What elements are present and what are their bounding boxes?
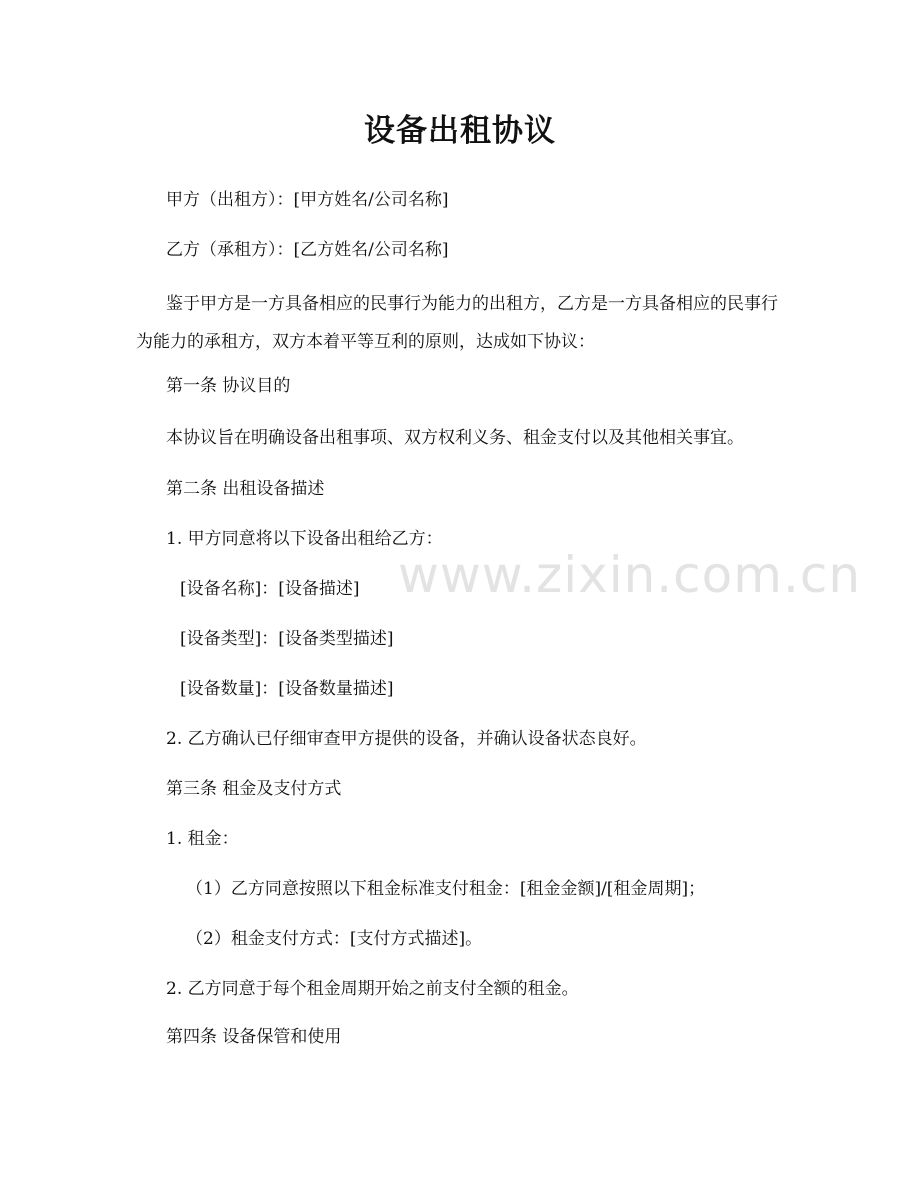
rent-subitem-2: （2）租金支付方式：[支付方式描述]。 [186,929,483,949]
article-1-body: 本协议旨在明确设备出租事项、双方权利义务、租金支付以及其他相关事宜。 [166,428,744,448]
watermark: www.zixin.com.cn [398,546,862,604]
rent-subitem-1: （1）乙方同意按照以下租金标准支付租金：[租金金额]/[租金周期]； [186,879,706,899]
equipment-type-line: [设备类型]：[设备类型描述] [180,629,394,649]
article-3-heading: 第三条 租金及支付方式 [166,779,342,799]
article-3-item-1: 1. 租金： [166,829,239,849]
article-3-item-2: 2. 乙方同意于每个租金周期开始之前支付全额的租金。 [166,979,579,999]
preamble-paragraph: 鉴于甲方是一方具备相应的民事行为能力的出租方，乙方是一方具备相应的民事行为能力的承租方，双方本着平等互利的原则，达成如下协议： [136,294,778,352]
article-2-item-1: 1. 甲方同意将以下设备出租给乙方： [166,529,443,549]
article-2-item-2: 2. 乙方确认已仔细审查甲方提供的设备，并确认设备状态良好。 [166,729,647,749]
article-4-heading: 第四条 设备保管和使用 [166,1027,342,1047]
equipment-name-line: [设备名称]：[设备描述] [180,579,360,599]
party-a-line: 甲方（出租方）：[甲方姓名/公司名称] [166,190,449,210]
equipment-quantity-line: [设备数量]：[设备数量描述] [180,679,394,699]
article-2-heading: 第二条 出租设备描述 [166,479,325,499]
party-b-line: 乙方（承租方）：[乙方姓名/公司名称] [166,240,449,260]
article-1-heading: 第一条 协议目的 [166,376,291,396]
document-title: 设备出租协议 [364,113,556,149]
